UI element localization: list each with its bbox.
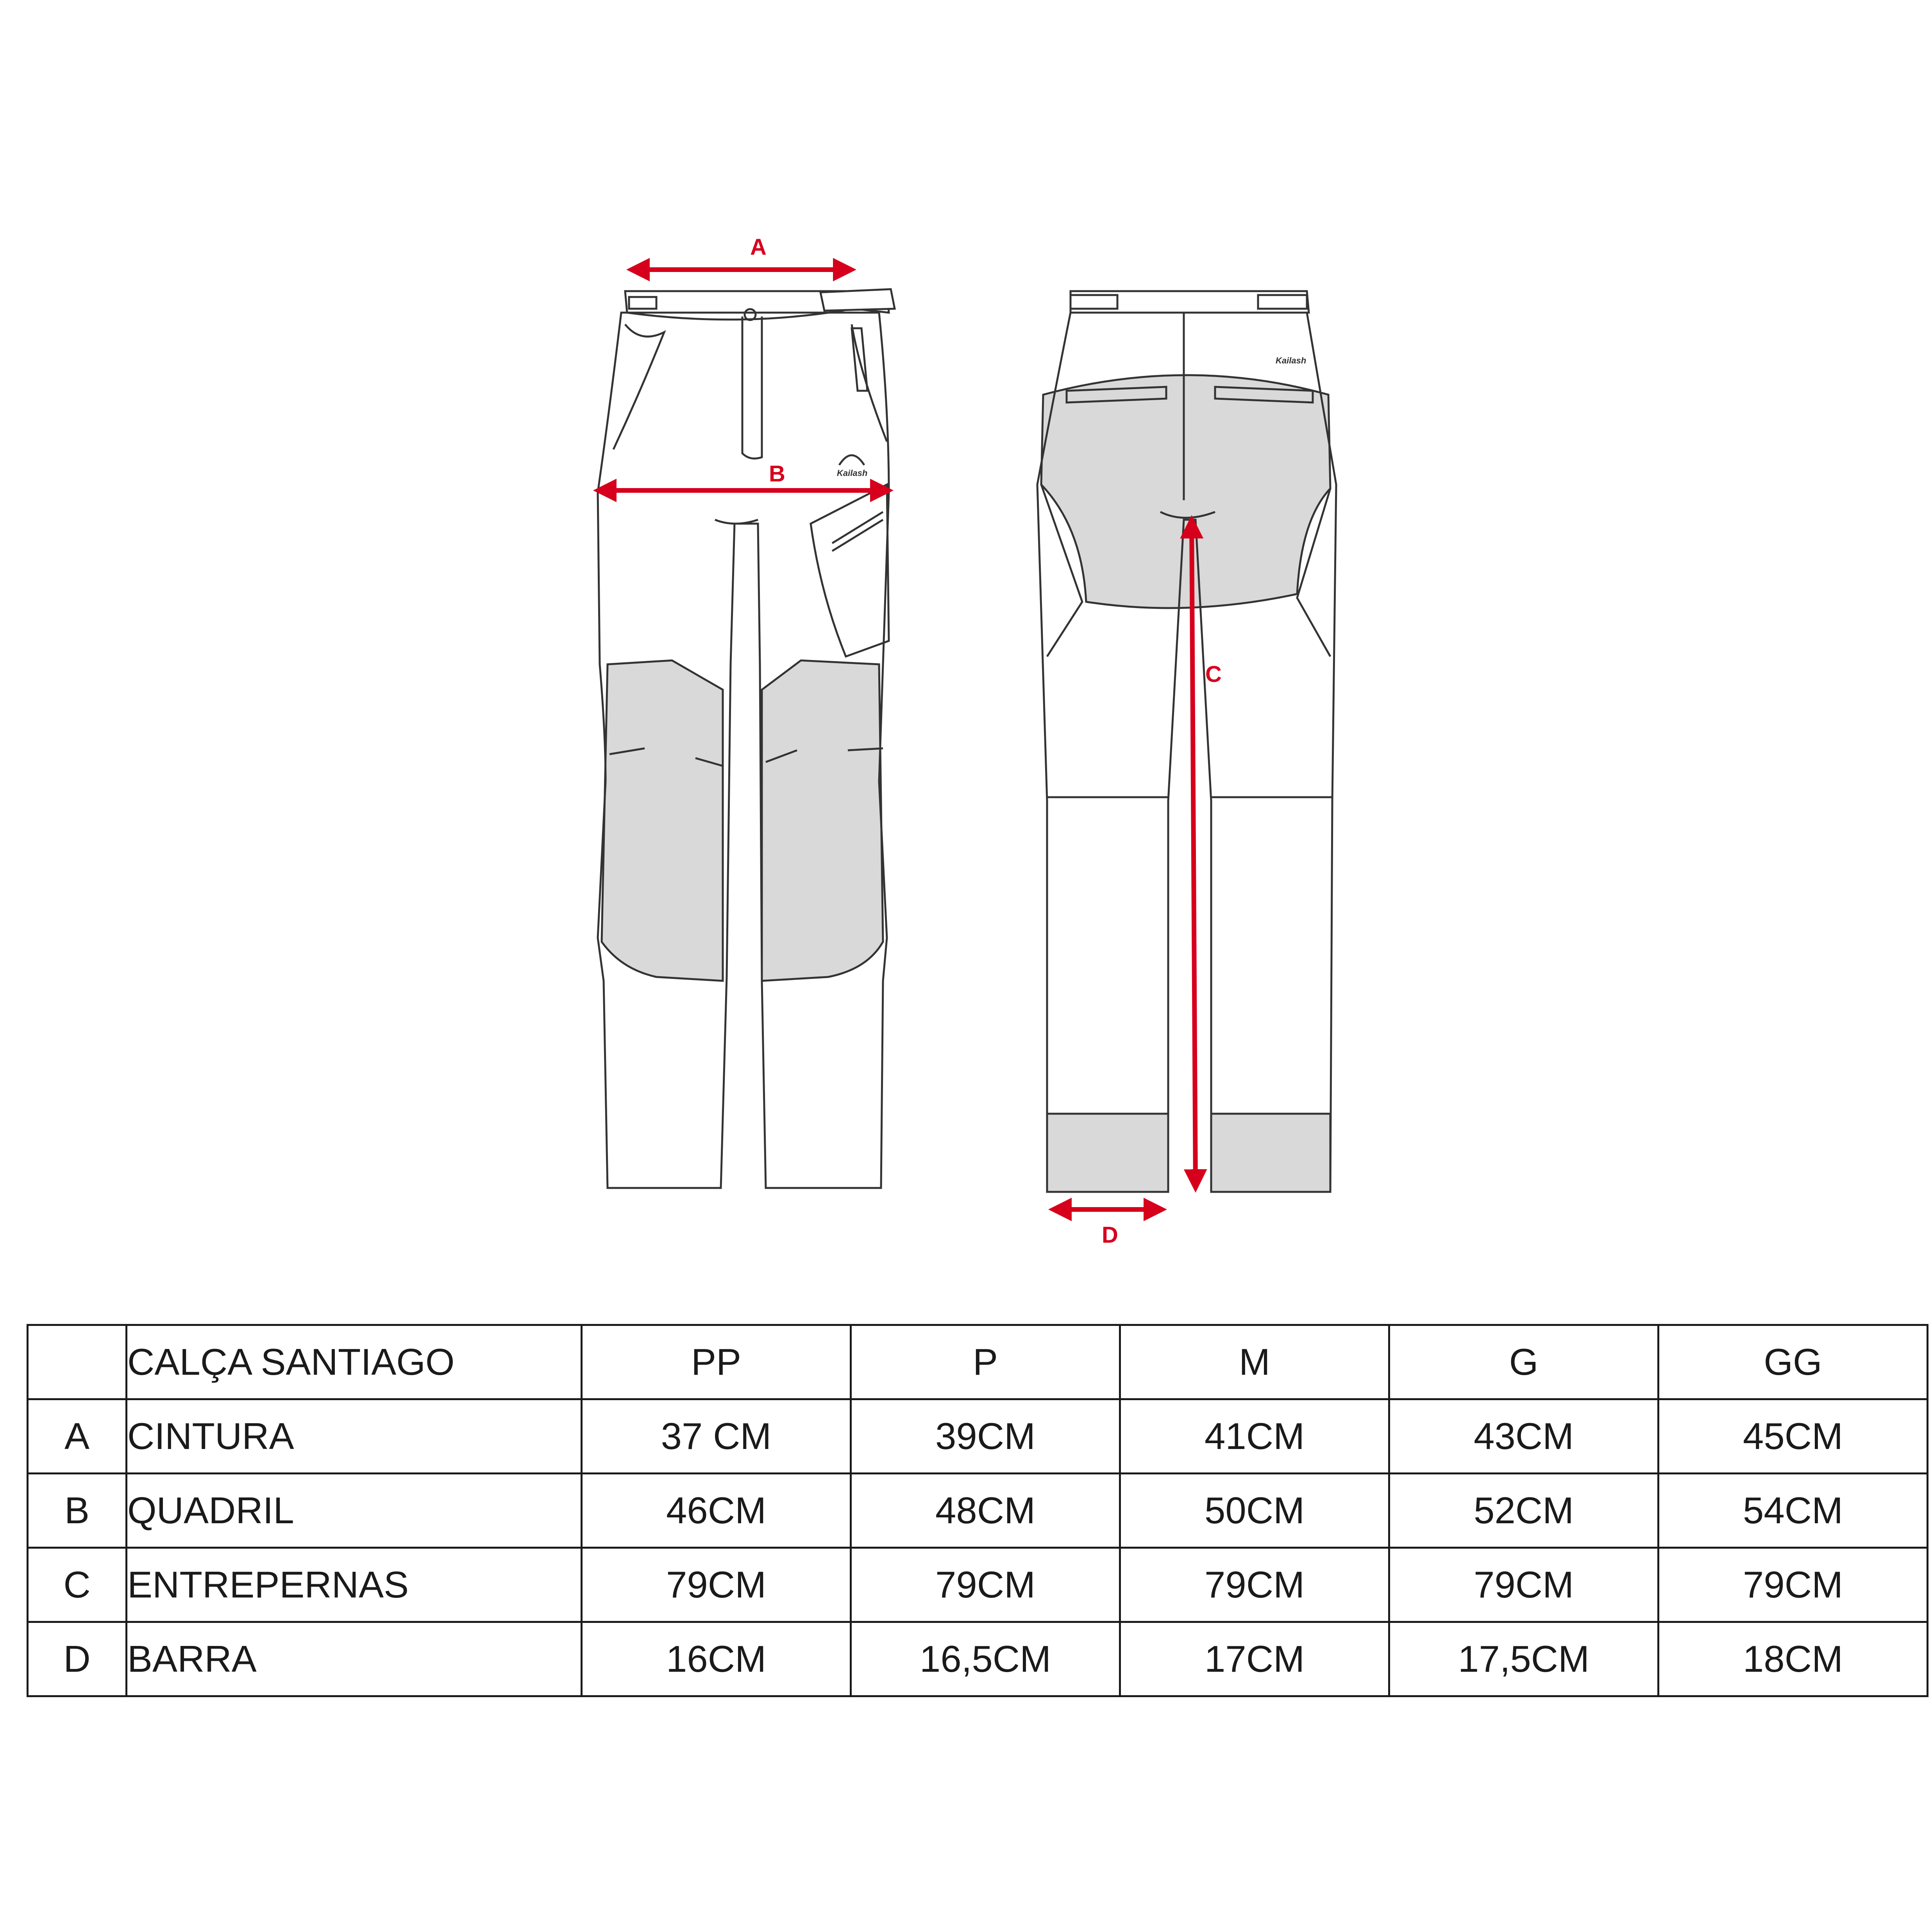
row-letter: B [28,1474,127,1548]
table-cell: 43CM [1389,1399,1659,1474]
table-cell: 79CM [1659,1548,1928,1622]
front-cargo-zip [832,512,883,551]
table-cell: 79CM [851,1548,1120,1622]
kailash-logo [837,455,867,478]
back-view [1037,291,1336,1192]
label-c: C [1205,662,1222,687]
front-cargo-pocket [811,485,889,657]
front-belt-tab [820,289,895,311]
table-cell: 37 CM [582,1399,851,1474]
front-right-knee-panel [762,660,883,981]
back-brand-mark [1276,356,1306,365]
row-letter: D [28,1622,127,1696]
front-left-knee-panel [602,660,723,981]
label-b: B [769,461,785,487]
row-label: CINTURA [127,1399,582,1474]
size-header: P [851,1325,1120,1399]
front-fly [742,317,762,458]
table-cell: 79CM [1389,1548,1659,1622]
product-name: CALÇA SANTIAGO [127,1325,582,1399]
row-label: BARRA [127,1622,582,1696]
table-row [28,1474,1928,1548]
arrow-c [1192,520,1196,1188]
row-label: QUADRIL [127,1474,582,1548]
back-right-cuff [1211,1114,1330,1192]
table-cell: 17,5CM [1389,1622,1659,1696]
table-cell: 52CM [1389,1474,1659,1548]
row-label: ENTREPERNAS [127,1548,582,1622]
logo-text: Kailash [837,468,868,478]
table-row [28,1548,1928,1622]
table-cell: 17CM [1120,1622,1389,1696]
back-logo-text: Kailash [1276,356,1306,365]
table-cell: 48CM [851,1474,1120,1548]
table-cell: 46CM [582,1474,851,1548]
table-cell: 18CM [1659,1622,1928,1696]
table-cell: 39CM [851,1399,1120,1474]
table-cell: 16,5CM [851,1622,1120,1696]
table-cell: 79CM [1120,1548,1389,1622]
label-d: D [1102,1222,1118,1248]
label-a: A [750,234,767,260]
back-seat-panel [1041,375,1330,608]
size-chart-table [27,1324,1928,1697]
back-left-cuff [1047,1114,1168,1192]
size-header: PP [582,1325,851,1399]
table-header-row [28,1325,1928,1399]
table-cell: 50CM [1120,1474,1389,1548]
front-left-pocket [613,324,664,449]
front-view [598,289,895,1188]
table-cell: 79CM [582,1548,851,1622]
size-header: G [1389,1325,1659,1399]
table-cell: 41CM [1120,1399,1389,1474]
table-row [28,1622,1928,1696]
header-corner-cell [28,1325,127,1399]
table-cell: 16CM [582,1622,851,1696]
size-header: GG [1659,1325,1928,1399]
table-cell: 54CM [1659,1474,1928,1548]
size-header: M [1120,1325,1389,1399]
table-row [28,1399,1928,1474]
row-letter: C [28,1548,127,1622]
row-letter: A [28,1399,127,1474]
table-cell: 45CM [1659,1399,1928,1474]
